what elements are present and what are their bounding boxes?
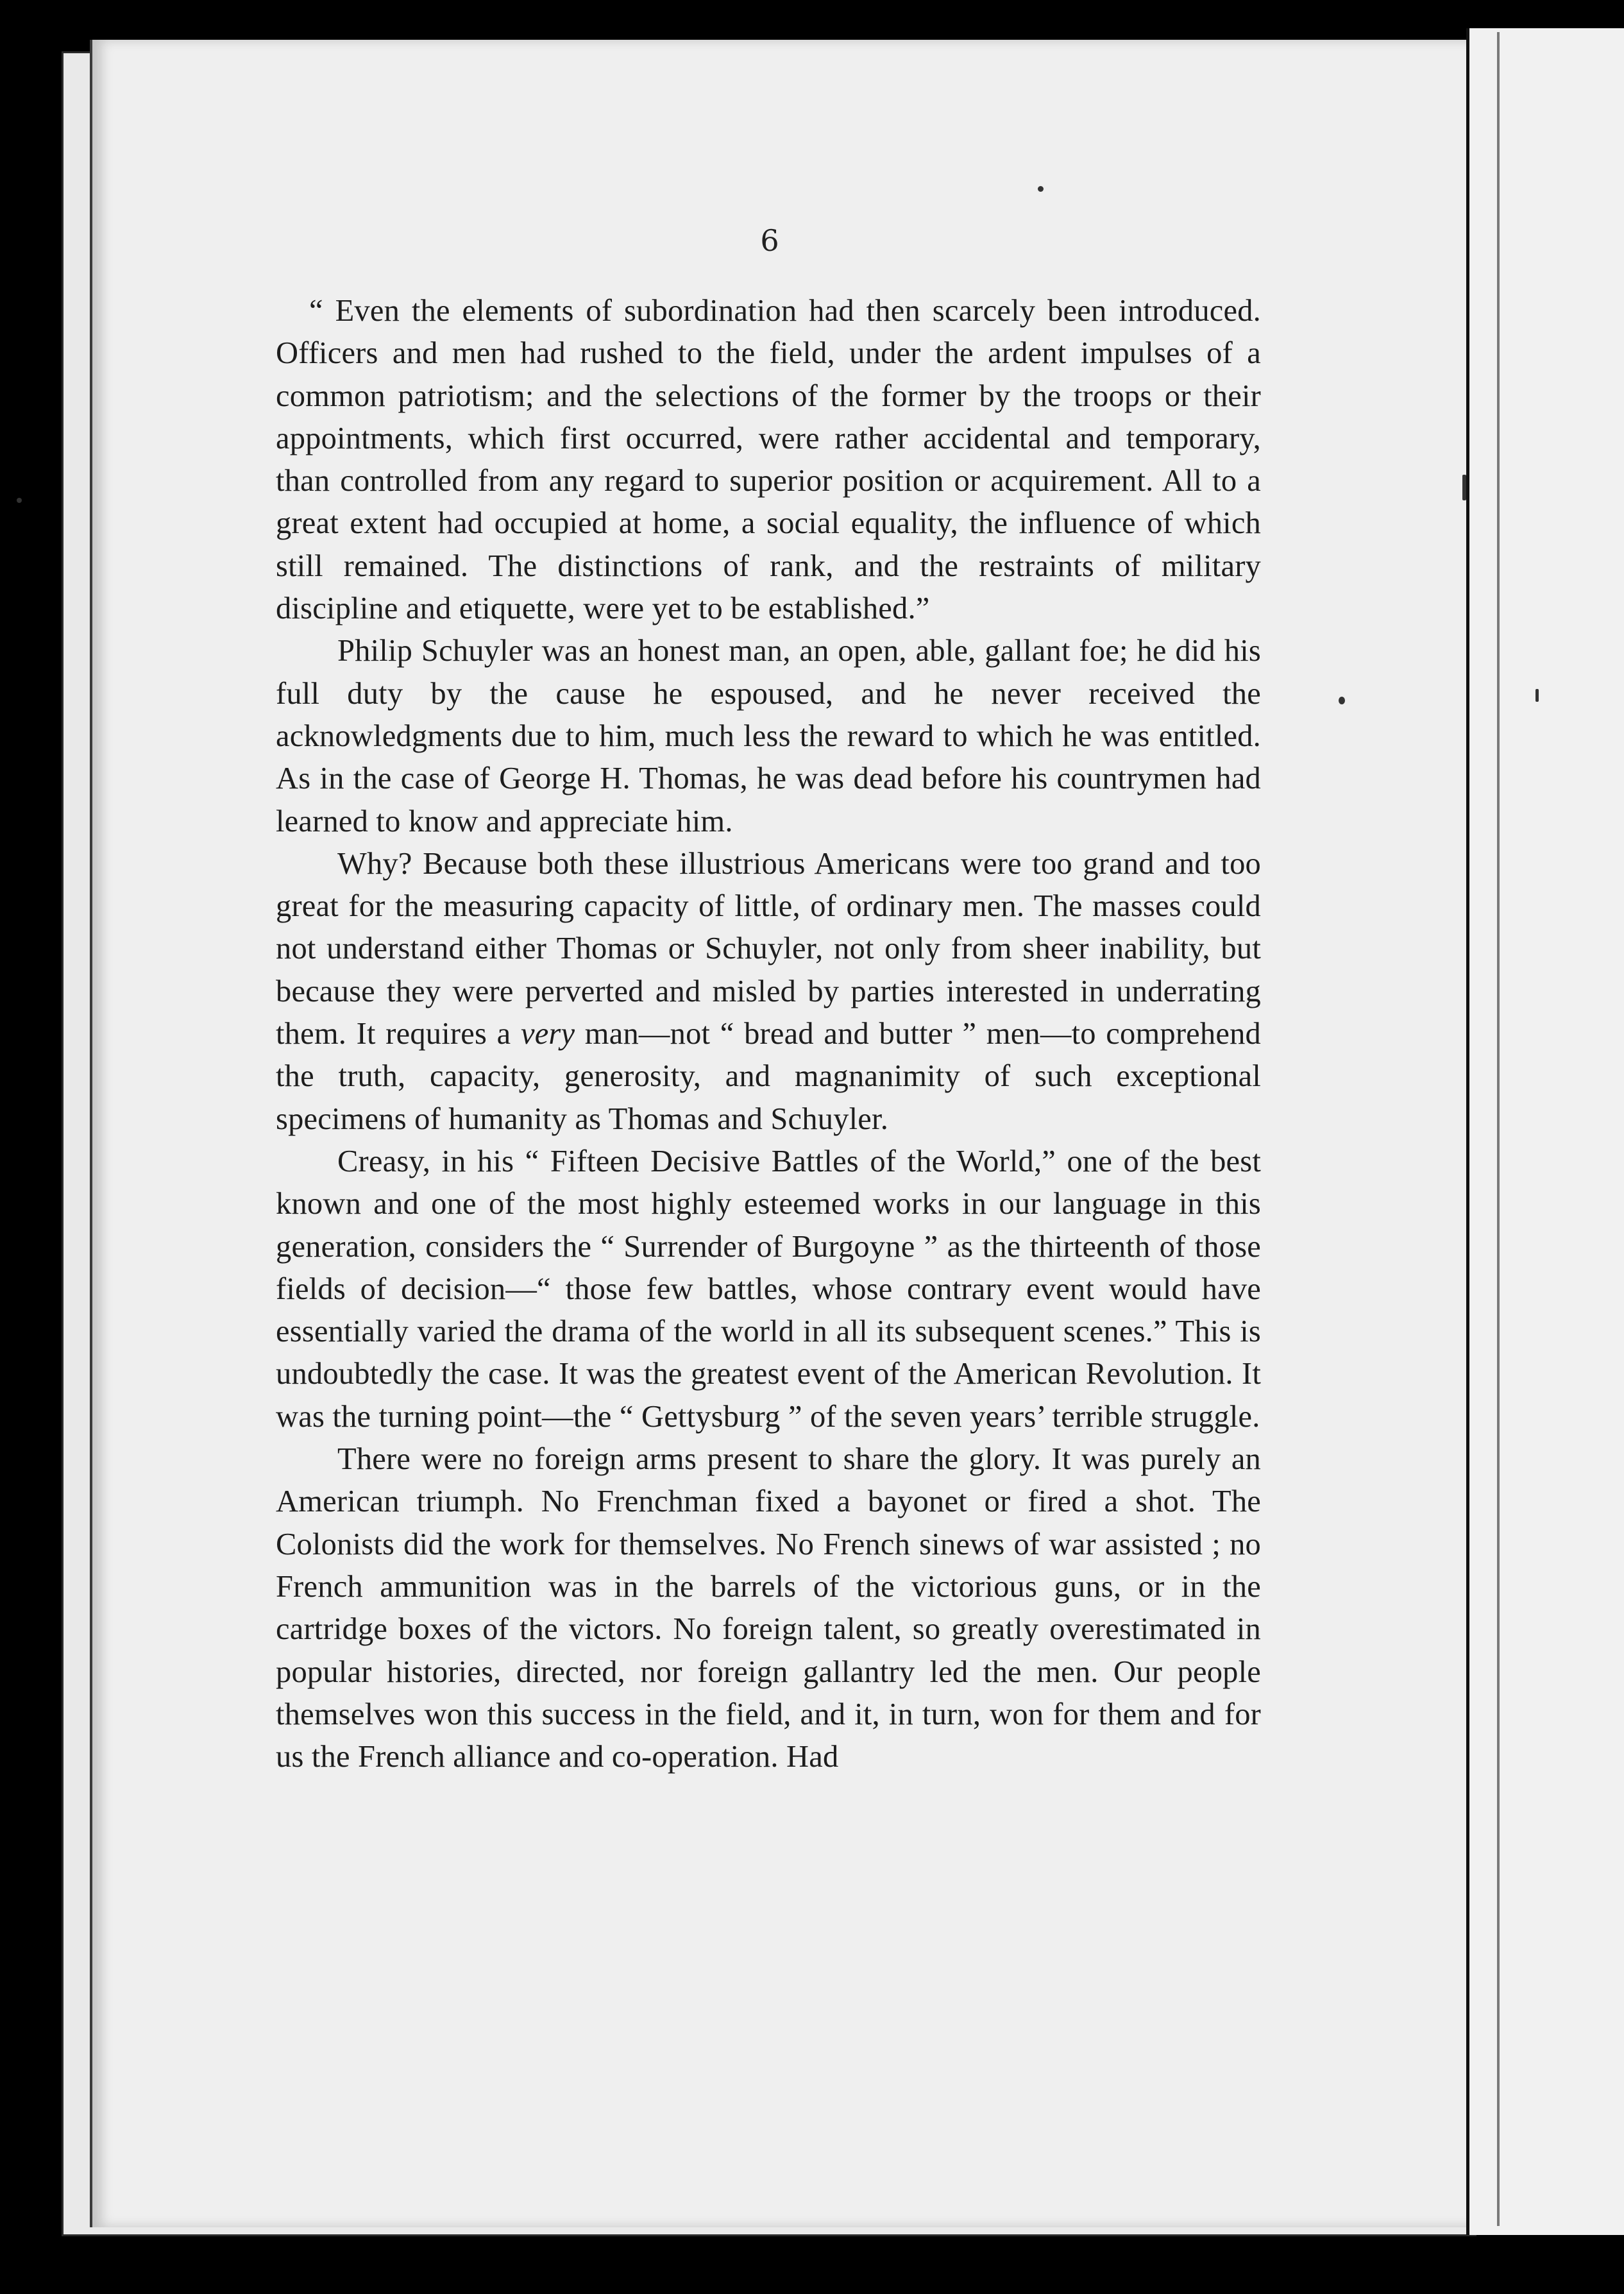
page-number: 6 [760, 223, 779, 258]
ink-speck [1339, 697, 1345, 704]
paragraph-schuyler [276, 630, 1261, 842]
ink-speck [1535, 689, 1539, 702]
paragraph-text: Philip Schuyler was an honest man, an open, able, gallant foe; he did his full duty by the cause he espoused, and he never received the acknowledgments due to him, much less the reward to which he was entitled. As in the case of George H. Thomas, he was dead before his countrymen had learned to know and appreciate him. [276, 634, 1261, 838]
paragraph-why [276, 843, 1261, 1141]
ink-speck [1462, 475, 1466, 500]
adjacent-page-strip [1466, 28, 1624, 2235]
paragraph-text: There were no foreign arms present to share the glory. It was purely an American triumph. No Frenchman fixed a bayonet or fired a shot. The Colonists did the work for themselves. No French sinews of war assisted ; no French ammunition was in the barrels of the victorious guns, or in the cartridge boxes of the victors. No foreign talent, so greatly overestimated in popular histories, directed, nor foreign gallantry led the men. Our people themselves won this success in the field, and it, in turn, won for them and for us the French alliance and co-operation. Had [276, 1442, 1261, 1774]
body-text [276, 290, 1261, 1778]
paragraph-foreign-arms [276, 1438, 1261, 1778]
paragraph-text: “ Even the elements of subordination had then scarcely been introduced. Officers and men had rushed to the field, under the ardent impulses of a common patriotism; and the selections of the former by the troops or their appointments, which first occurred, were rather accidental and temporary, than controlled from any regard to superior position or acquirement. All to a great extent had occupied at home, a social equality, the influence of which still remained. The distinctions of rank, and the restraints of military discipline and etiquette, were yet to be established.” [276, 294, 1261, 626]
ink-speck [17, 498, 22, 503]
page-gutter-line [1497, 32, 1500, 2226]
paragraph-creasy [276, 1141, 1261, 1438]
italic-emphasis: very [520, 1017, 575, 1051]
paragraph-quote [276, 290, 1261, 630]
paragraph-text: Why? Because both these illustrious Americans were too grand and too great for the measuring capacity of little, of ordinary men. The masses could not understand either Thomas or Schuyler, not only from sheer inability, but because they were perverted and misled by parties interested in underrating them. It requires a [276, 846, 1261, 1051]
paragraph-text: Creasy, in his “ Fifteen Decisive Battles of the World,” one of the best known and one of the most highly esteemed works in our language in this generation, considers the “ Surrender of Burgoyne ” as the thirteenth of those fields of decision—“ those few battles, whose contrary event would have essentially varied the drama of the world in all its subsequent scenes.” This is undoubtedly the case. It was the greatest event of the American Revolution. It was the turning point—the “ Gettysburg ” of the seven years’ terrible struggle. [276, 1144, 1261, 1434]
paragraph-text: man—not “ bread and butter ” men—to comprehend the truth, capacity, generosity, and magnanimity of such exceptional specimens of humanity as Thomas and Schuyler. [276, 1017, 1261, 1136]
ink-speck [1038, 186, 1044, 192]
